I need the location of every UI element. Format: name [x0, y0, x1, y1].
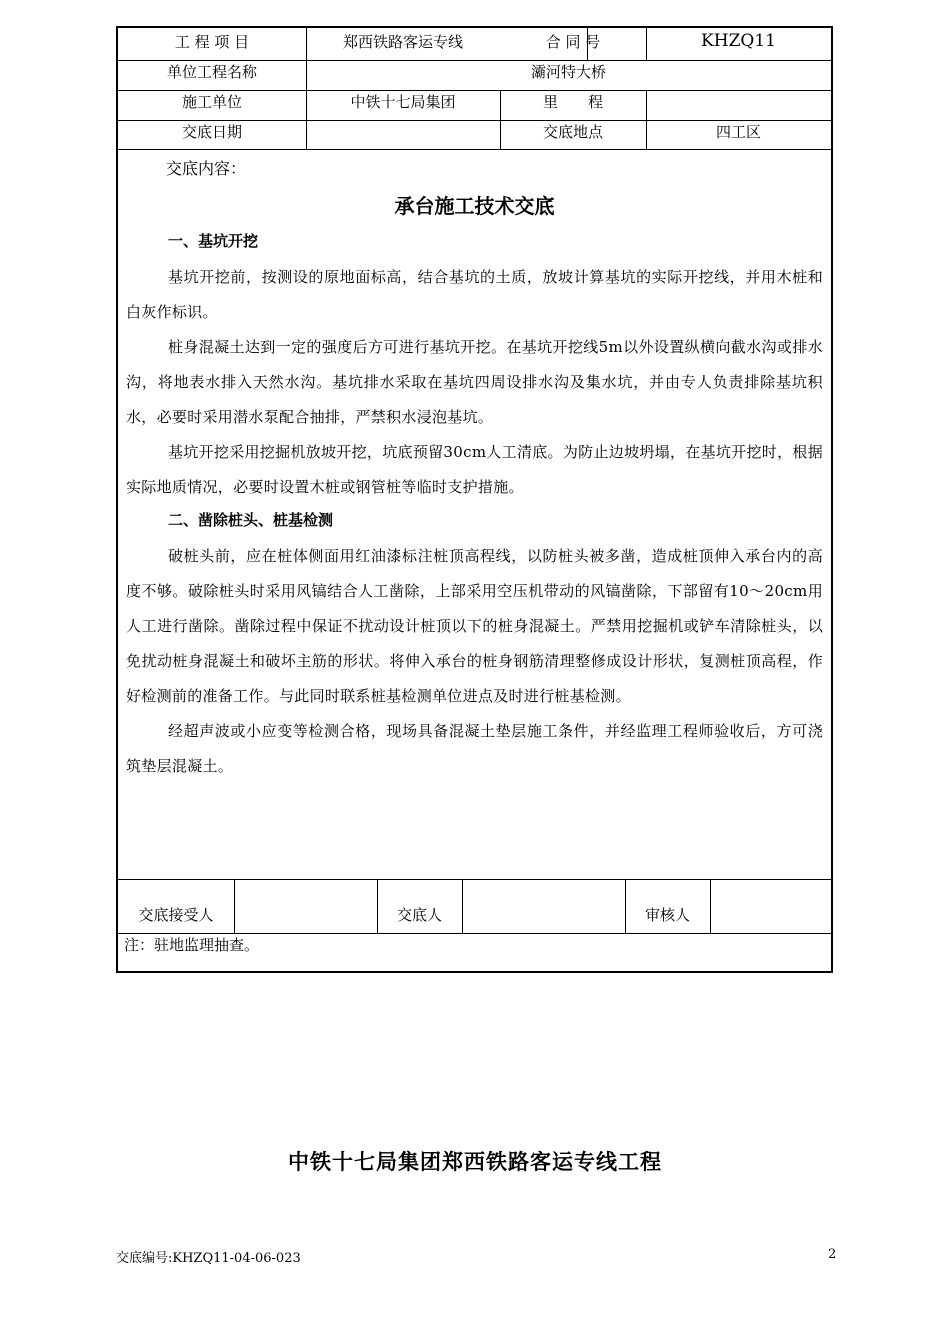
project-label: 工 程 项 目 — [174, 33, 250, 51]
paragraph: 桩身混凝土达到一定的强度后方可进行基坑开挖。在基坑开挖线5m以外设置纵横向截水沟或排水沟，将地表水排入天然水沟。基坑排水采取在基坑四周设排水沟及集水坑，并由专人负责排除基坑积水，必要时采用潜水泵配合抽排，严禁积水浸泡基坑。 — [126, 338, 823, 426]
row-divider — [118, 60, 831, 61]
paragraph: 破桩头前，应在桩体侧面用红油漆标注桩顶高程线，以防桩头被多凿，造成桩顶伸入承台内的高度不够。破除桩头时采用风镐结合人工凿除，上部采用空压机带动的风镐凿除，下部留有10～20cm用人工进行凿除。凿除过程中保证不扰动设计桩顶以下的桩身混凝土。严禁用挖掘机或铲车清除桩头，以免扰动桩身混凝土和破坏主筋的形状。将伸入承台的桩身钢筋清理整修成设计形状，复测桩顶高程，作好检测前的准备工作。与此同时联系桩基检测单位进点及时进行桩基检测。 — [126, 547, 823, 705]
col-divider — [234, 879, 235, 933]
col-divider — [462, 879, 463, 933]
presenter-label: 交底人 — [396, 906, 442, 924]
location-label: 交底地点 — [542, 123, 603, 141]
document-title: 承台施工技术交底 — [394, 194, 555, 218]
row-divider — [118, 879, 831, 880]
footer-title: 中铁十七局集团郑西铁路客运专线工程 — [288, 1150, 662, 1174]
constructor-value: 中铁十七局集团 — [350, 93, 456, 111]
row-divider — [118, 120, 831, 121]
col-divider — [710, 879, 711, 933]
mileage-label: 里 程 — [542, 93, 603, 111]
disclosure-form — [116, 26, 833, 973]
unit-work-value: 灞河特大桥 — [530, 63, 606, 81]
document-number: 交底编号:KHZQ11-04-06-023 — [116, 1251, 301, 1266]
constructor-label: 施工单位 — [181, 93, 242, 111]
unit-work-label: 单位工程名称 — [166, 63, 257, 81]
row-divider — [118, 149, 831, 150]
note: 注：驻地监理抽查。 — [124, 936, 260, 954]
section-heading: 二、凿除桩头、桩基检测 — [168, 511, 334, 529]
row-divider — [118, 933, 831, 934]
reviewer-label: 审核人 — [644, 906, 690, 924]
contract-label: 合 同 号 — [545, 33, 601, 51]
row-divider — [118, 90, 831, 91]
paragraph: 基坑开挖前，按测设的原地面标高，结合基坑的土质，放坡计算基坑的实际开挖线，并用木桩和白灰作标识。 — [126, 268, 823, 321]
location-value: 四工区 — [715, 123, 761, 141]
content-intro: 交底内容： — [166, 159, 247, 178]
page-number: 2 — [828, 1247, 837, 1262]
paragraph: 基坑开挖采用挖掘机放坡开挖，坑底预留30cm人工清底。为防止边坡坍塌，在基坑开挖时，根据实际地质情况，必要时设置木桩或钢管桩等临时支护措施。 — [126, 443, 823, 496]
paragraph: 经超声波或小应变等检测合格，现场具备混凝土垫层施工条件，并经监理工程师验收后，方可浇筑垫层混凝土。 — [126, 722, 823, 775]
disclosure-content — [126, 158, 823, 784]
section-heading: 一、基坑开挖 — [168, 232, 259, 250]
project-value: 郑西铁路客运专线 — [342, 33, 463, 51]
receiver-label: 交底接受人 — [138, 906, 214, 924]
contract-value: KHZQ11 — [701, 31, 776, 51]
date-label: 交底日期 — [181, 123, 242, 141]
